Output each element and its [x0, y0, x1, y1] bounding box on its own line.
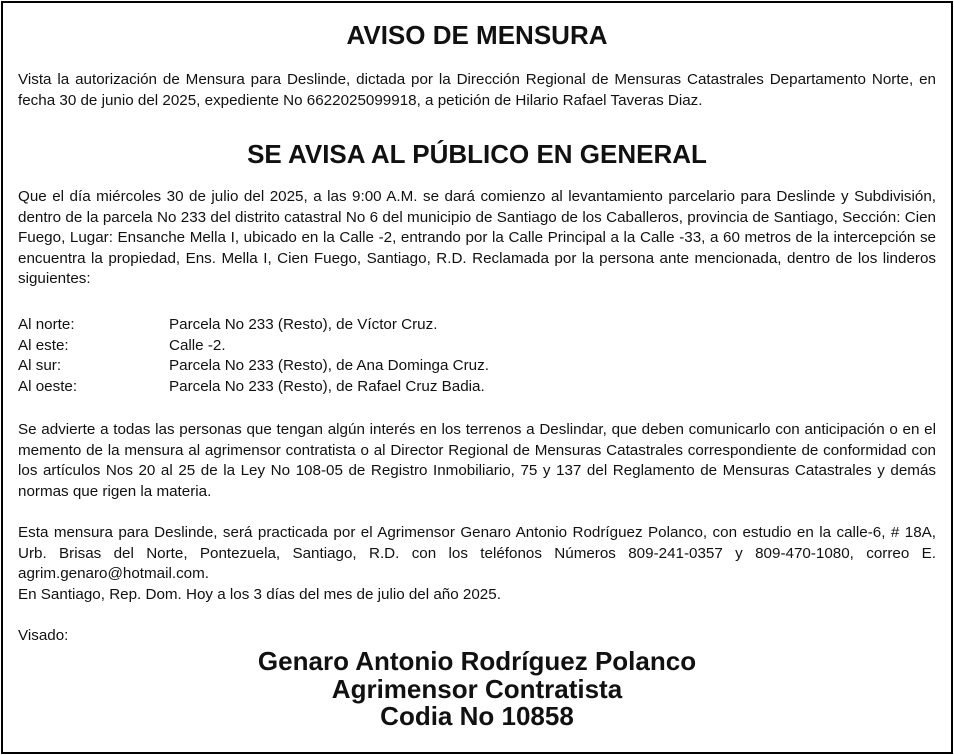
body-paragraph: Que el día miércoles 30 de julio del 2025, a las 9:00 A.M. se dará comienzo al levantamiento parcelario para Deslinde y Subdivisión, dentro de la parcela No 233 del distrito catastral No 6 del municipio de Santiago de los Caballeros, provincia de Santiago, Sección: Cien Fuego, Lugar: Ensanche Mella I, ubicado en la Calle -2, entrando por la Calle Principal a la Calle -33, a 60 metros de la intercepción se encuentra la propiedad, Ens. Mella I, Cien Fuego, Santiago, R.D. Reclamada por la persona ante mencionada, dentro de los linderos siguientes: [18, 188, 936, 287]
surveyor-paragraph: Esta mensura para Deslinde, será practicada por el Agrimensor Genaro Antonio Rodríguez Polanco, con estudio en la calle-6, # 18A, Urb. Brisas del Norte, Pontezuela, Santiago, R.D. con los teléfonos Números 809-241-0357 y 809-470-1080, correo E. agrim.genaro@hotmail.com. [18, 524, 936, 582]
boundary-label: Al norte: [18, 316, 75, 333]
signature-block [18, 648, 936, 731]
visado-label: Visado: [18, 627, 69, 644]
signature-role: Agrimensor Contratista [331, 673, 623, 704]
place-date: En Santiago, Rep. Dom. Hoy a los 3 días del mes de julio del año 2025. [18, 586, 501, 603]
notice-paragraph: Se advierte a todas las personas que tengan algún interés en los terrenos a Deslindar, que deben comunicarlo con anticipación o en el memento de la mensura al agrimensor contratista o al Director Regional de Mensuras Catastrales correspondiente de conformidad con los artículos Nos 20 al 25 de la Ley No 108-05 de Registro Inmobiliario, 75 y 137 del Reglamento de Mensuras Catastrales y demás normas que rigen la materia. [18, 421, 936, 500]
boundary-north [18, 315, 936, 336]
boundary-label: Al este: [18, 336, 69, 354]
signature-name: Genaro Antonio Rodríguez Polanco [257, 646, 697, 676]
boundary-value: Parcela No 233 (Resto), de Víctor Cruz. [169, 316, 438, 333]
boundary-east [18, 336, 936, 357]
boundary-label: Al sur: [18, 357, 62, 374]
notice-title: AVISO DE MENSURA [346, 20, 608, 50]
boundary-value: Calle -2. [169, 336, 226, 354]
intro-paragraph: Vista la autorización de Mensura para Deslinde, dictada por la Dirección Regional de Mensuras Catastrales Departamento Norte, en fecha 30 de junio del 2025, expediente No 6622025099918, a petición de Hilario Rafael Taveras Diaz. [18, 71, 936, 109]
boundary-label: Al oeste: [18, 377, 78, 395]
boundary-value: Parcela No 233 (Resto), de Ana Dominga Cruz. [169, 357, 489, 374]
signature-codia: Codia No 10858 [380, 701, 574, 731]
boundaries-list [18, 315, 936, 397]
boundary-west [18, 377, 936, 398]
boundary-value: Parcela No 233 (Resto), de Rafael Cruz Badia. [169, 377, 485, 395]
boundary-south [18, 356, 936, 377]
notice-subtitle: SE AVISA AL PÚBLICO EN GENERAL [247, 139, 707, 169]
